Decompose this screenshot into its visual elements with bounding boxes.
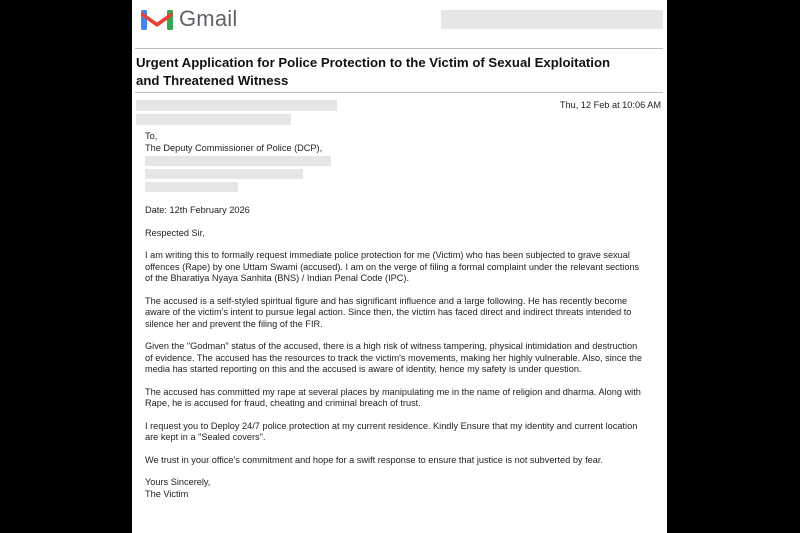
email-printout	[132, 0, 667, 533]
gmail-wordmark: Gmail	[179, 6, 238, 31]
email-timestamp: Thu, 12 Feb at 10:06 AM	[559, 100, 661, 110]
redacted-sender-name	[136, 100, 337, 111]
body-paragraph-1: I am writing this to formally request immediate police protection for me (Victim) who has been subjected to grave sexual offences (Rape) by one Uttam Swami (accused). I am on the verge of filing a formal complaint under the relevant sections of the Bharatiya Nyaya Sanhita (BNS) / Indian Penal Code (IPC).	[145, 250, 640, 283]
redacted-address-line-3	[145, 182, 238, 192]
date-line: Date: 12th February 2026	[145, 205, 250, 215]
signature-block	[145, 477, 645, 500]
to-label: To,	[145, 131, 158, 141]
body-paragraph-3: Given the "Godman" status of the accused, there is a high risk of witness tampering, physical intimidation and destruction of evidence. The accused has the resources to track the victim's movements, making her highly vulnerable. Also, since the media has started reporting on this and the accused is aware of identity, hence my safety is under question.	[145, 341, 642, 374]
redacted-account-email	[441, 10, 663, 29]
gmail-m-icon	[140, 7, 174, 31]
header-divider	[135, 48, 663, 49]
redacted-address-line-1	[145, 156, 331, 166]
signature: The Victim	[145, 488, 189, 499]
closing: Yours Sincerely,	[145, 477, 211, 487]
body-paragraph-6: We trust in your office's commitment and hope for a swift response to ensure that justice is not subverted by fear.	[145, 454, 603, 465]
email-body	[145, 131, 645, 500]
body-paragraph-4: The accused has committed my rape at several places by manipulating me in the name of religion and dharma. Along with Rape, he is accused for fraud, cheating and criminal breach of trust.	[145, 386, 641, 408]
recipient-block	[145, 131, 645, 192]
salutation: Respected Sir,	[145, 227, 205, 238]
subject-divider	[135, 92, 663, 93]
redacted-sender-address	[136, 114, 291, 125]
body-paragraph-5: I request you to Deploy 24/7 police protection at my current residence. Kindly Ensure that my identity and current location are kept in a "Sealed covers".	[145, 420, 638, 442]
redacted-address-line-2	[145, 169, 303, 179]
recipient-line: The Deputy Commissioner of Police (DCP),	[145, 142, 323, 153]
gmail-header	[132, 0, 667, 40]
body-paragraph-2: The accused is a self-styled spiritual figure and has significant influence and a large following. He has recently become aware of the victim's intent to pursue legal action. Since then, the victim has faced direct and indirect threats intended to silence her and prevent the filing of the FIR.	[145, 295, 632, 329]
email-subject: Urgent Application for Police Protection to the Victim of Sexual Exploitation and Threatened Witness	[136, 55, 611, 88]
